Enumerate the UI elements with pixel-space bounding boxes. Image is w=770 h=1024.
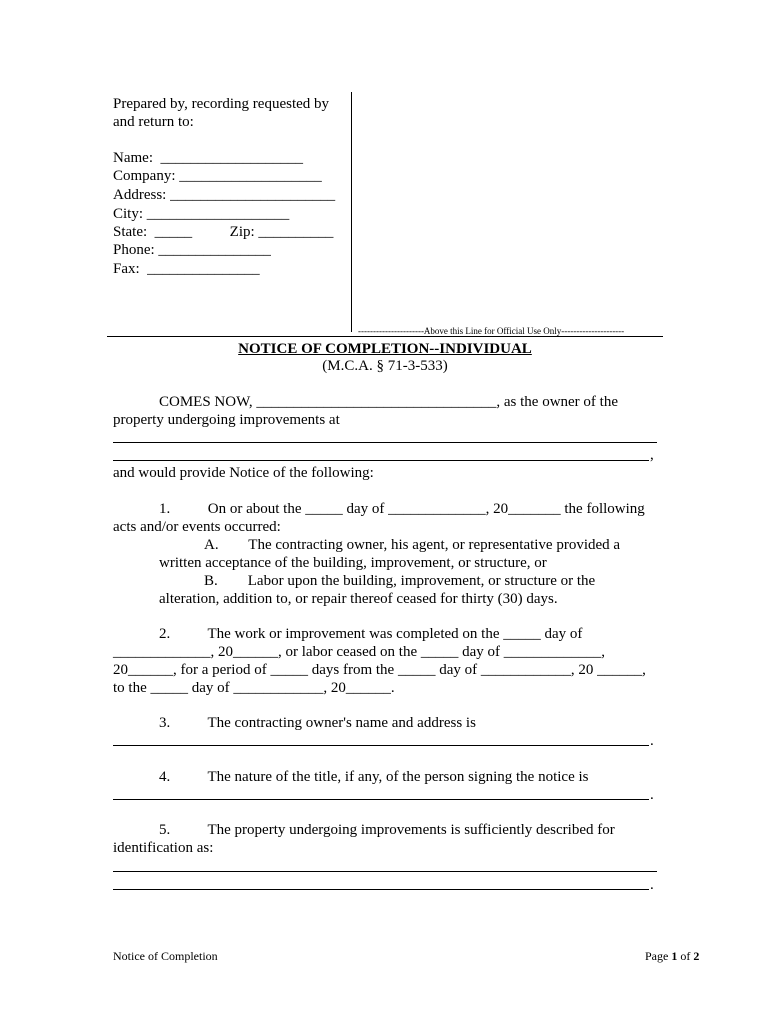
property-address-blank-1[interactable]	[113, 442, 657, 443]
name-field[interactable]: Name: ___________________	[113, 150, 303, 166]
item1-option-b-line2: alteration, addition to, or repair thereof ceased for thirty (30) days.	[159, 591, 558, 607]
item5-line1: 5. The property undergoing improvements is sufficiently described for	[159, 822, 615, 838]
city-field[interactable]: City: ___________________	[113, 206, 290, 222]
property-description-blank-1[interactable]	[113, 871, 657, 872]
item5-period: .	[650, 877, 654, 893]
page-current: 1	[671, 949, 678, 963]
prepared-by-line2: and return to:	[113, 114, 194, 130]
footer-document-name: Notice of Completion	[113, 949, 218, 963]
company-field[interactable]: Company: ___________________	[113, 168, 322, 184]
item2-line2: _____________, 20______, or labor ceased on the _____ day of _____________,	[113, 644, 606, 660]
item4-period: .	[650, 787, 654, 803]
title-nature-blank[interactable]	[113, 799, 649, 800]
item1-option-b-line1: B. Labor upon the building, improvement, or structure or the	[204, 573, 596, 589]
fax-field[interactable]: Fax: _______________	[113, 261, 260, 277]
intro-line2: property undergoing improvements at	[113, 412, 340, 428]
item1-line2: acts and/or events occurred:	[113, 519, 281, 535]
item3-period: .	[650, 733, 654, 749]
item2-line4: to the _____ day of ____________, 20______.	[113, 680, 395, 696]
item1-option-a-line1: A. The contracting owner, his agent, or representative provided a	[204, 537, 621, 553]
document-title: NOTICE OF COMPLETION--INDIVIDUAL	[238, 341, 532, 357]
page-total: 2	[693, 949, 700, 963]
item1-option-a-line2: written acceptance of the building, improvement, or structure, or	[159, 555, 547, 571]
property-address-comma: ,	[650, 447, 654, 463]
document-citation: (M.C.A. § 71-3-533)	[322, 358, 448, 374]
footer-page-number	[645, 949, 699, 963]
item3-line1: 3. The contracting owner's name and address is	[159, 715, 476, 731]
item2-line3: 20______, for a period of _____ days from the _____ day of ____________, 20 ______,	[113, 662, 646, 678]
page-of: of	[677, 949, 694, 963]
item2-line1: 2. The work or improvement was completed on the _____ day of	[159, 626, 583, 642]
property-description-blank-2[interactable]	[113, 889, 649, 890]
item5-line2: identification as:	[113, 840, 214, 856]
owner-name-address-blank[interactable]	[113, 745, 649, 746]
intro-line3: and would provide Notice of the following:	[113, 465, 374, 481]
item1-line1: 1. On or about the _____ day of _____________, 20_______ the following	[159, 501, 645, 517]
property-address-blank-2[interactable]	[113, 460, 649, 461]
intro-line1: COMES NOW, ________________________________, as the owner of the	[159, 394, 619, 410]
address-field[interactable]: Address: ______________________	[113, 187, 336, 203]
official-use-notice: ----------------------Above this Line for Official Use Only---------------------	[358, 326, 625, 336]
item4-line1: 4. The nature of the title, if any, of the person signing the notice is	[159, 769, 589, 785]
phone-field[interactable]: Phone: _______________	[113, 242, 271, 258]
header-divider-horizontal	[107, 336, 663, 337]
prepared-by-line1: Prepared by, recording requested by	[113, 96, 330, 112]
header-divider-vertical	[351, 92, 352, 332]
state-zip-field[interactable]: State: _____ Zip: __________	[113, 224, 334, 240]
page-prefix: Page	[645, 949, 672, 963]
